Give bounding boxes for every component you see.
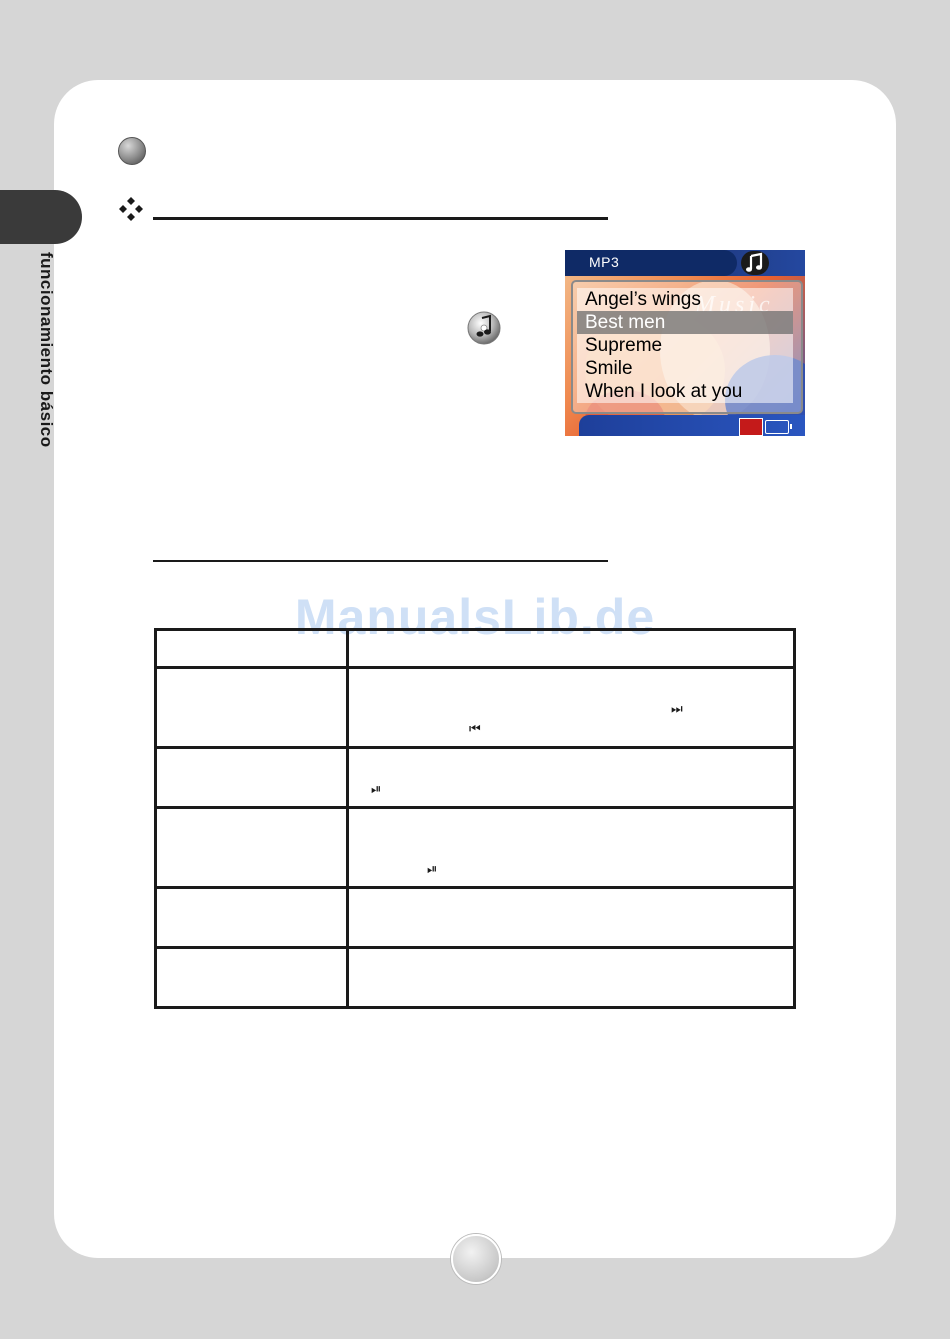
diamond-bullet-icon — [118, 196, 144, 222]
table-row — [156, 668, 795, 748]
subheading-underline — [153, 560, 608, 562]
next-track-icon: ⏭ — [671, 702, 681, 717]
table-cell — [348, 948, 795, 1008]
table-cell — [156, 630, 348, 668]
mp3-screen — [565, 250, 805, 436]
play-pause-icon: ⏯ — [427, 862, 436, 877]
site-watermark: ManualsLib.de — [294, 589, 656, 645]
table-cell — [156, 748, 348, 808]
table-cell — [348, 630, 795, 668]
table-cell — [348, 748, 795, 808]
track-item[interactable]: Angel’s wings — [585, 289, 701, 310]
music-disc-icon — [466, 310, 502, 346]
music-note-icon — [741, 251, 769, 275]
track-list — [577, 288, 793, 403]
table-cell — [348, 888, 795, 948]
table-cell — [156, 808, 348, 888]
track-item[interactable]: Smile — [585, 358, 633, 379]
section-bullet-icon — [118, 137, 146, 165]
play-pause-icon: ⏯ — [371, 782, 380, 797]
section-label: funcionamiento básico — [37, 252, 56, 448]
table-row — [156, 808, 795, 888]
track-item-selected[interactable]: Best men — [577, 311, 793, 334]
battery-icon — [765, 420, 789, 434]
page-number-badge — [451, 1234, 501, 1284]
track-item[interactable]: When I look at you — [585, 381, 743, 402]
table-row — [156, 948, 795, 1008]
table-cell — [348, 808, 795, 888]
mode-label: MP3 — [589, 254, 620, 270]
heading-underline — [153, 217, 608, 220]
table-row — [156, 630, 795, 668]
table-cell — [348, 668, 795, 748]
function-table — [154, 628, 796, 1009]
previous-track-icon: ⏮ — [469, 722, 479, 737]
table-row — [156, 748, 795, 808]
play-mode-icon — [739, 418, 763, 436]
track-item[interactable]: Supreme — [585, 335, 663, 356]
table-cell — [156, 888, 348, 948]
table-cell — [156, 948, 348, 1008]
table-cell — [156, 668, 348, 748]
table-row — [156, 888, 795, 948]
section-tab — [0, 190, 82, 244]
